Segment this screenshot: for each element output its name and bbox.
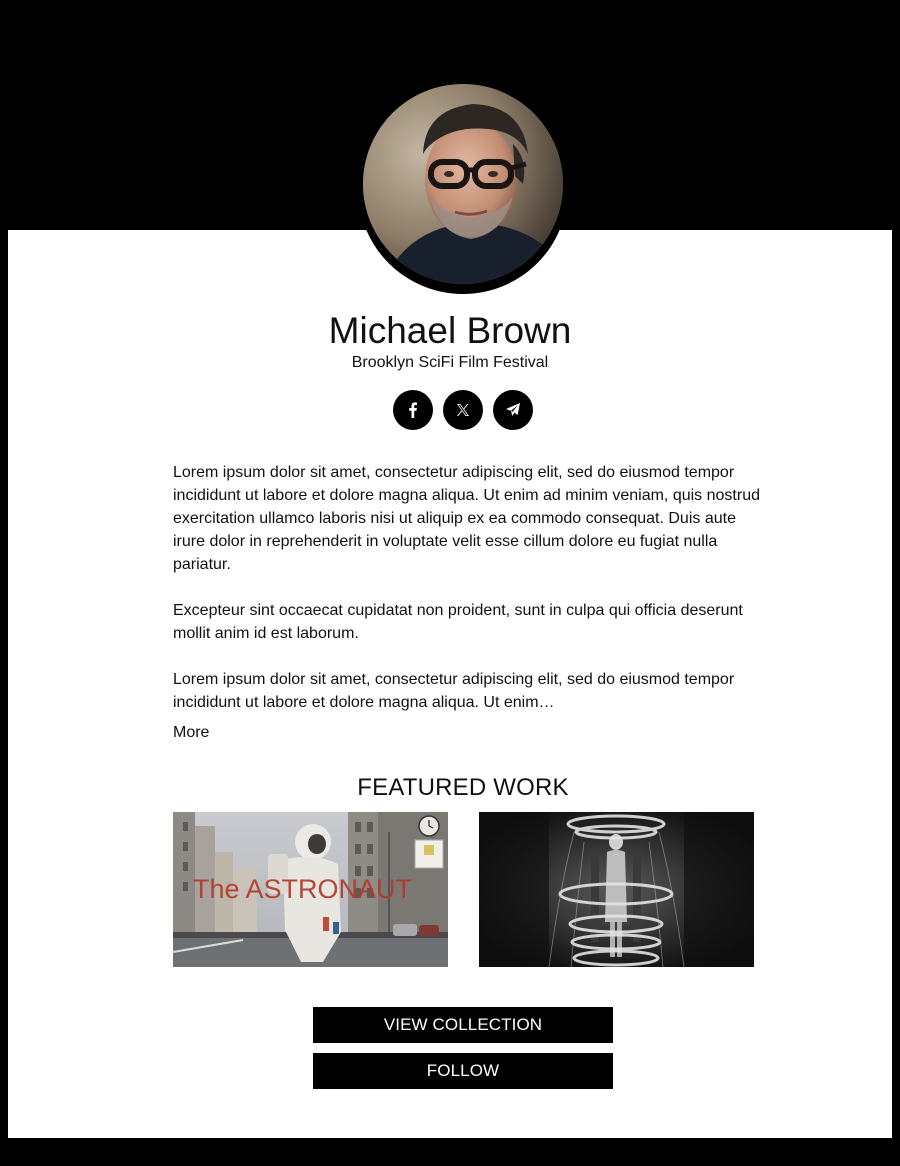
x-link[interactable] [443,390,483,430]
bio-paragraph: Excepteur sint occaecat cupidatat non proident, sunt in culpa qui officia deserunt mollit anim id est laborum. [173,602,743,642]
telegram-link[interactable] [493,390,533,430]
featured-work-scifi[interactable] [479,812,754,967]
portrait-image [363,84,563,284]
avatar [358,84,568,294]
astronaut-thumbnail [173,812,448,967]
social-links [393,390,533,430]
astronaut-title-text: The ASTRONAUT [193,874,413,904]
profile-name: Michael Brown [328,310,572,351]
facebook-icon [405,402,421,418]
featured-work-astronaut[interactable] [173,812,448,967]
facebook-link[interactable] [393,390,433,430]
profile-organization: Brooklyn SciFi Film Festival [351,354,549,371]
x-icon [456,403,470,417]
bio-text [173,461,763,737]
featured-work-heading: FEATURED WORK [357,774,569,801]
bio-paragraph: Lorem ipsum dolor sit amet, consectetur adipiscing elit, sed do eiusmod tempor incididunt ut labore et dolore magna aliqua. Ut enim… [173,671,735,711]
view-collection-button[interactable]: VIEW COLLECTION [313,1007,613,1043]
scifi-thumbnail [479,812,754,967]
telegram-icon [505,402,521,418]
avatar-photo [363,84,563,284]
bio-paragraph: Lorem ipsum dolor sit amet, consectetur adipiscing elit, sed do eiusmod tempor incididunt ut labore et dolore magna aliqua. Ut enim ad minim veniam, quis nostrud exercitation ullamco laboris nisi ut aliquip ex ea commodo consequat. Duis aute irure dolor in reprehenderit in voluptate velit esse cillum dolore eu fugiat nulla pariatur. [173,464,760,573]
more-link[interactable]: More [173,724,210,741]
follow-button[interactable]: FOLLOW [313,1053,613,1089]
